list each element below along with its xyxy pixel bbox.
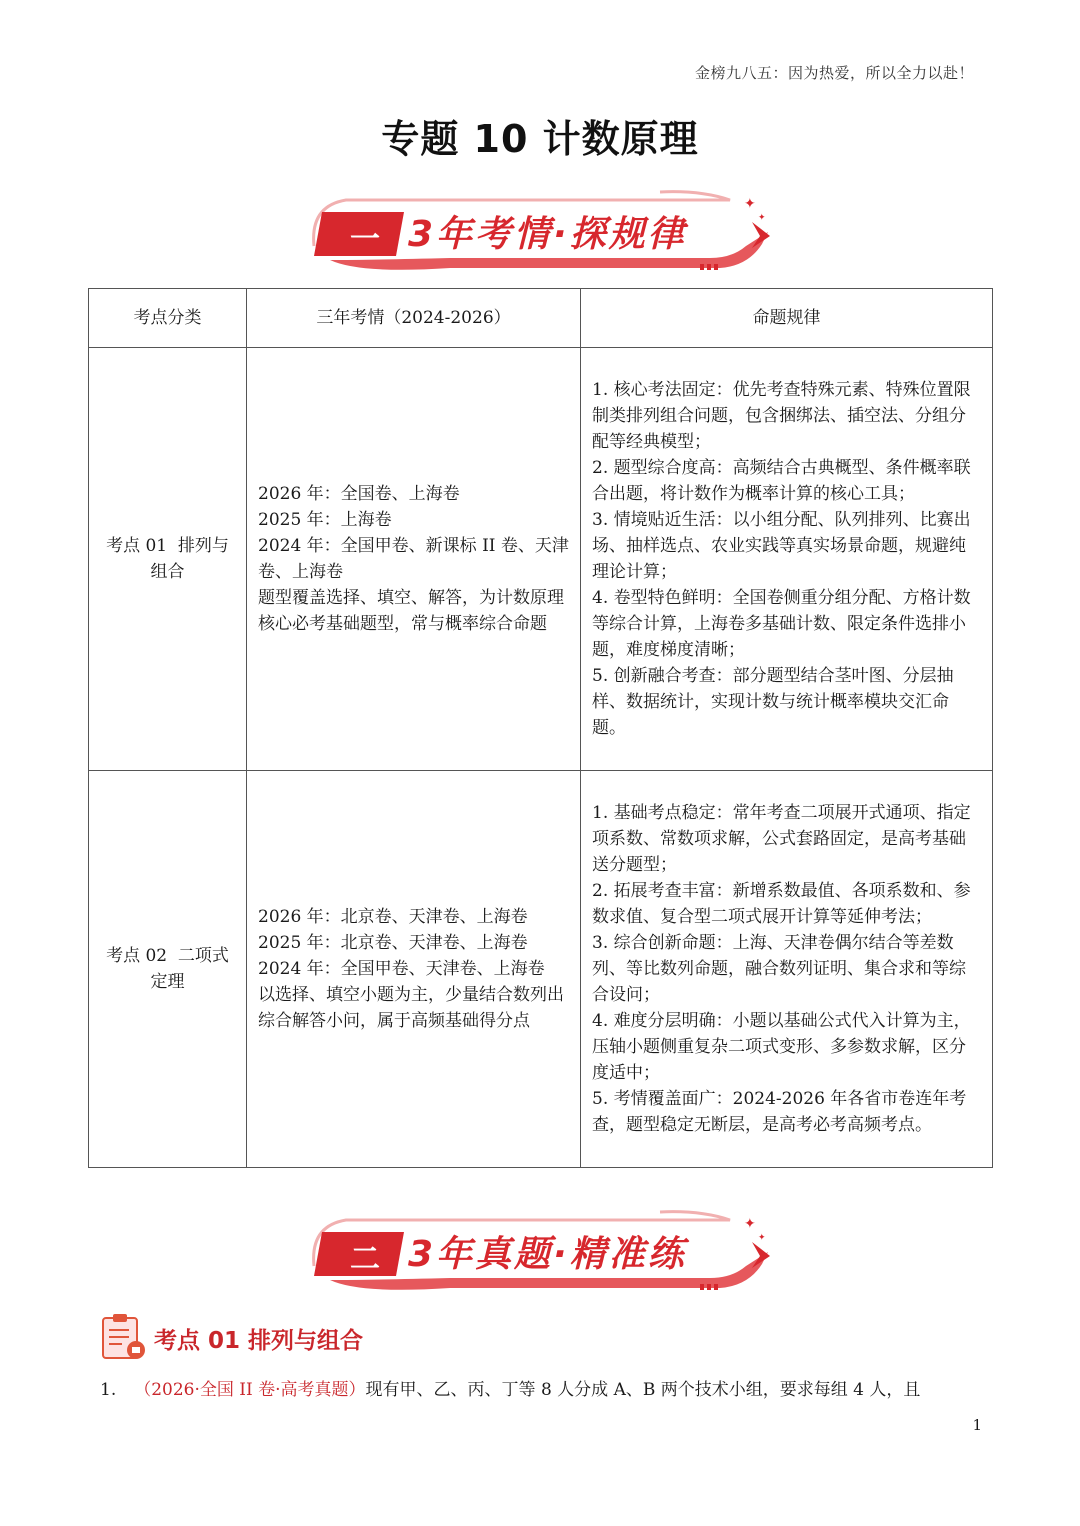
category-cell: [89, 771, 247, 1168]
rule-item: 4. 卷型特色鲜明：全国卷侧重分组分配、方格计数等综合计算，上海卷多基础计数、限定条件选排小题，难度梯度清晰；: [592, 588, 971, 660]
rules-cell: [581, 771, 993, 1168]
header-motto: 金榜九八五：因为热爱，所以全力以赴！: [694, 64, 974, 82]
svg-text:✦: ✦: [744, 196, 756, 212]
rule-item: 5. 创新融合考查：部分题型结合茎叶图、分层抽样、数据统计，实现计数与统计概率模块交汇命题。: [592, 666, 954, 738]
header-trend: 三年考情（2024-2026）: [247, 289, 581, 348]
trend-line: 2025 年：北京卷、天津卷、上海卷: [258, 933, 528, 953]
rule-item: 4. 难度分层明确：小题以基础公式代入计算为主，压轴小题侧重复杂二项式变形、多参数求解，区分度适中；: [592, 1011, 971, 1083]
category-text: 定理: [150, 972, 185, 992]
svg-text:✦: ✦: [744, 1216, 756, 1232]
trend-line: 2024 年：全国甲卷、新课标 II 卷、天津卷、上海卷: [258, 536, 569, 582]
category-text: 组合: [150, 562, 185, 582]
rule-item: 2. 题型综合度高：高频结合古典概型、条件概率联合出题，将计数作为概率计算的核心工具；: [592, 458, 971, 504]
trend-line: 2026 年：全国卷、上海卷: [258, 484, 460, 504]
rule-item: 5. 考情覆盖面广：2024-2026 年各省市卷连年考查，题型稳定无断层，是高考必考高频考点。: [592, 1089, 967, 1135]
category-text: 考点 02 二项式: [106, 946, 229, 966]
rule-item: 1. 核心考法固定：优先考查特殊元素、特殊位置限制类排列组合问题，包含捆绑法、插空法、分组分配等经典模型；: [592, 380, 971, 452]
trend-line: 2025 年：上海卷: [258, 510, 392, 530]
category-cell: [89, 348, 247, 771]
category-text: 考点 01 排列与: [106, 536, 229, 556]
question-1: [100, 1375, 980, 1400]
section-number: 二: [350, 1242, 380, 1277]
question-text: 现有甲、乙、丙、丁等 8 人分成 A、B 两个技术小组，要求每组 4 人，且: [365, 1380, 921, 1400]
svg-text:✦: ✦: [758, 213, 766, 223]
table-row: [89, 771, 993, 1168]
section-banner-1: [300, 186, 780, 282]
rules-cell: [581, 348, 993, 771]
kaodian-title: 考点 01 排列与组合: [154, 1328, 364, 1354]
question-source: （2026·全国 II 卷·高考真题）: [134, 1380, 366, 1400]
page-title: 专题 10 计数原理: [381, 117, 699, 161]
header-category: 考点分类: [89, 289, 247, 348]
trend-line: 题型覆盖选择、填空、解答，为计数原理核心必考基础题型，常与概率综合命题: [258, 588, 564, 634]
rule-item: 1. 基础考点稳定：常年考查二项展开式通项、指定项系数、常数项求解，公式套路固定，是高考基础送分题型；: [592, 803, 971, 875]
rule-item: 3. 综合创新命题：上海、天津卷偶尔结合等差数列、等比数列命题，融合数列证明、集合求和等综合设问；: [592, 933, 966, 1005]
question-number: 1.: [100, 1380, 117, 1400]
trend-line: 2026 年：北京卷、天津卷、上海卷: [258, 907, 528, 927]
trend-line: 以选择、填空小题为主，少量结合数列出综合解答小问，属于高频基础得分点: [258, 985, 564, 1031]
section-banner-2: [300, 1206, 780, 1302]
trend-cell: [247, 348, 581, 771]
table-header-row: [89, 289, 993, 348]
trend-line: 2024 年：全国甲卷、天津卷、上海卷: [258, 959, 545, 979]
rule-item: 2. 拓展考查丰富：新增系数最值、各项系数和、参数求值、复合型二项式展开计算等延伸考法；: [592, 881, 971, 927]
header-rules: 命题规律: [581, 289, 993, 348]
rule-item: 3. 情境贴近生活：以小组分配、队列排列、比赛出场、抽样选点、农业实践等真实场景命题，规避纯理论计算；: [592, 510, 971, 582]
section-number: 一: [350, 222, 380, 257]
section-label: 3年真题·精准练: [408, 1234, 687, 1275]
exam-trend-table: [88, 288, 993, 1168]
table-row: [89, 348, 993, 771]
svg-text:✦: ✦: [758, 1233, 766, 1243]
clipboard-icon: [100, 1312, 148, 1362]
trend-cell: [247, 771, 581, 1168]
page-number: 1: [972, 1416, 982, 1434]
section-label: 3年考情·探规律: [408, 214, 687, 255]
